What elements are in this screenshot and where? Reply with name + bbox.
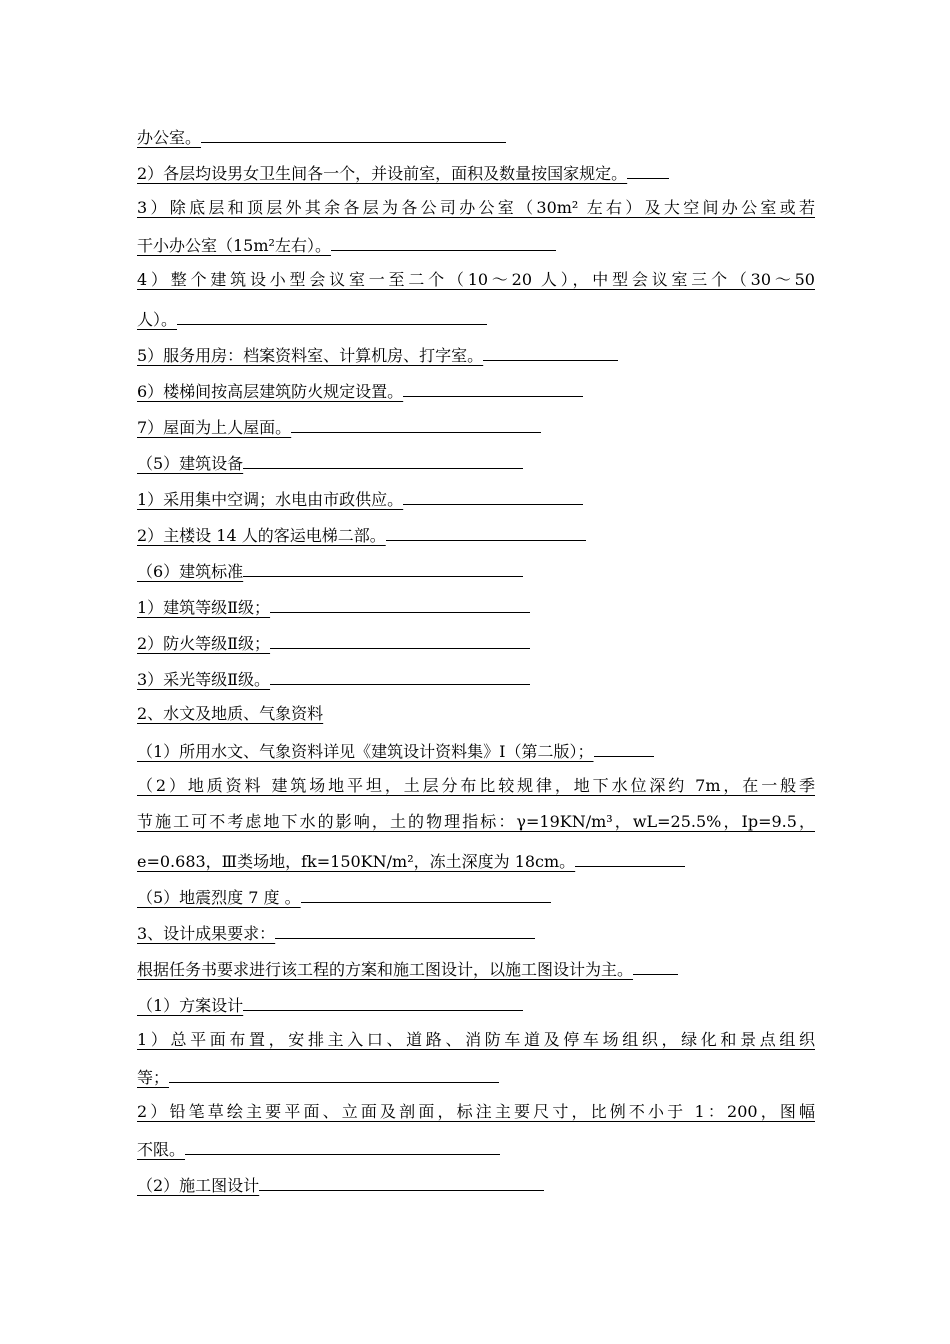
text-line: （5）建筑设备 [137,448,523,476]
text-line: 6）楼梯间按高层建筑防火规定设置。 [137,376,583,404]
text-line: 2）各层均设男女卫生间各一个，并设前室，面积及数量按国家规定。 [137,158,669,186]
text-line: 5）服务用房：档案资料室、计算机房、打字室。 [137,340,618,368]
text-line: e=0.683，Ⅲ类场地，fk=150KN/m²，冻土深度为 18cm。 [137,846,685,874]
text-line: 2）铅笔草绘主要平面、立面及剖面，标注主要尺寸，比例不小于 1：200，图幅 [137,1102,815,1121]
text-line: 1）总平面布置，安排主入口、道路、消防车道及停车场组织，绿化和景点组织 [137,1030,815,1049]
text-line: （1）所用水文、气象资料详见《建筑设计资料集》Ⅰ（第二版）； [137,736,654,764]
text-line: 3）除底层和顶层外其余各层为各公司办公室（30m² 左右）及大空间办公室或若 [137,198,815,217]
text-line: 人）。 [137,304,487,332]
text-line: （2）地质资料 建筑场地平坦，土层分布比较规律，地下水位深约 7m，在一般季 [137,776,815,795]
text-line: （2）施工图设计 [137,1170,544,1198]
text-line: 干小办公室（15m²左右）。 [137,230,556,258]
text-line: 3、设计成果要求： [137,918,535,946]
text-line: 2）主楼设 14 人的客运电梯二部。 [137,520,586,548]
text-line: 2）防火等级Ⅱ级； [137,628,530,656]
text-line: 3）采光等级Ⅱ级。 [137,664,530,692]
text-line: 等； [137,1062,499,1090]
text-line: 1）采用集中空调；水电由市政供应。 [137,484,583,512]
text-line: 办公室。 [137,122,506,150]
text-line: （1）方案设计 [137,990,523,1018]
text-line: 1）建筑等级Ⅱ级； [137,592,530,620]
text-line: 根据任务书要求进行该工程的方案和施工图设计，以施工图设计为主。 [137,954,678,982]
text-line: 不限。 [137,1134,500,1162]
text-line: （6）建筑标准 [137,556,523,584]
text-line: 7）屋面为上人屋面。 [137,412,541,440]
text-line: 2、水文及地质、气象资料 [137,704,324,723]
text-line: 4）整个建筑设小型会议室一至二个（10～20 人），中型会议室三个（30～50 [137,270,815,289]
text-line: 节施工可不考虑地下水的影响，土的物理指标：γ=19KN/m³，wL=25.5%，Ip=9.5， [137,812,815,831]
text-line: （5）地震烈度 7 度 。 [137,882,551,910]
